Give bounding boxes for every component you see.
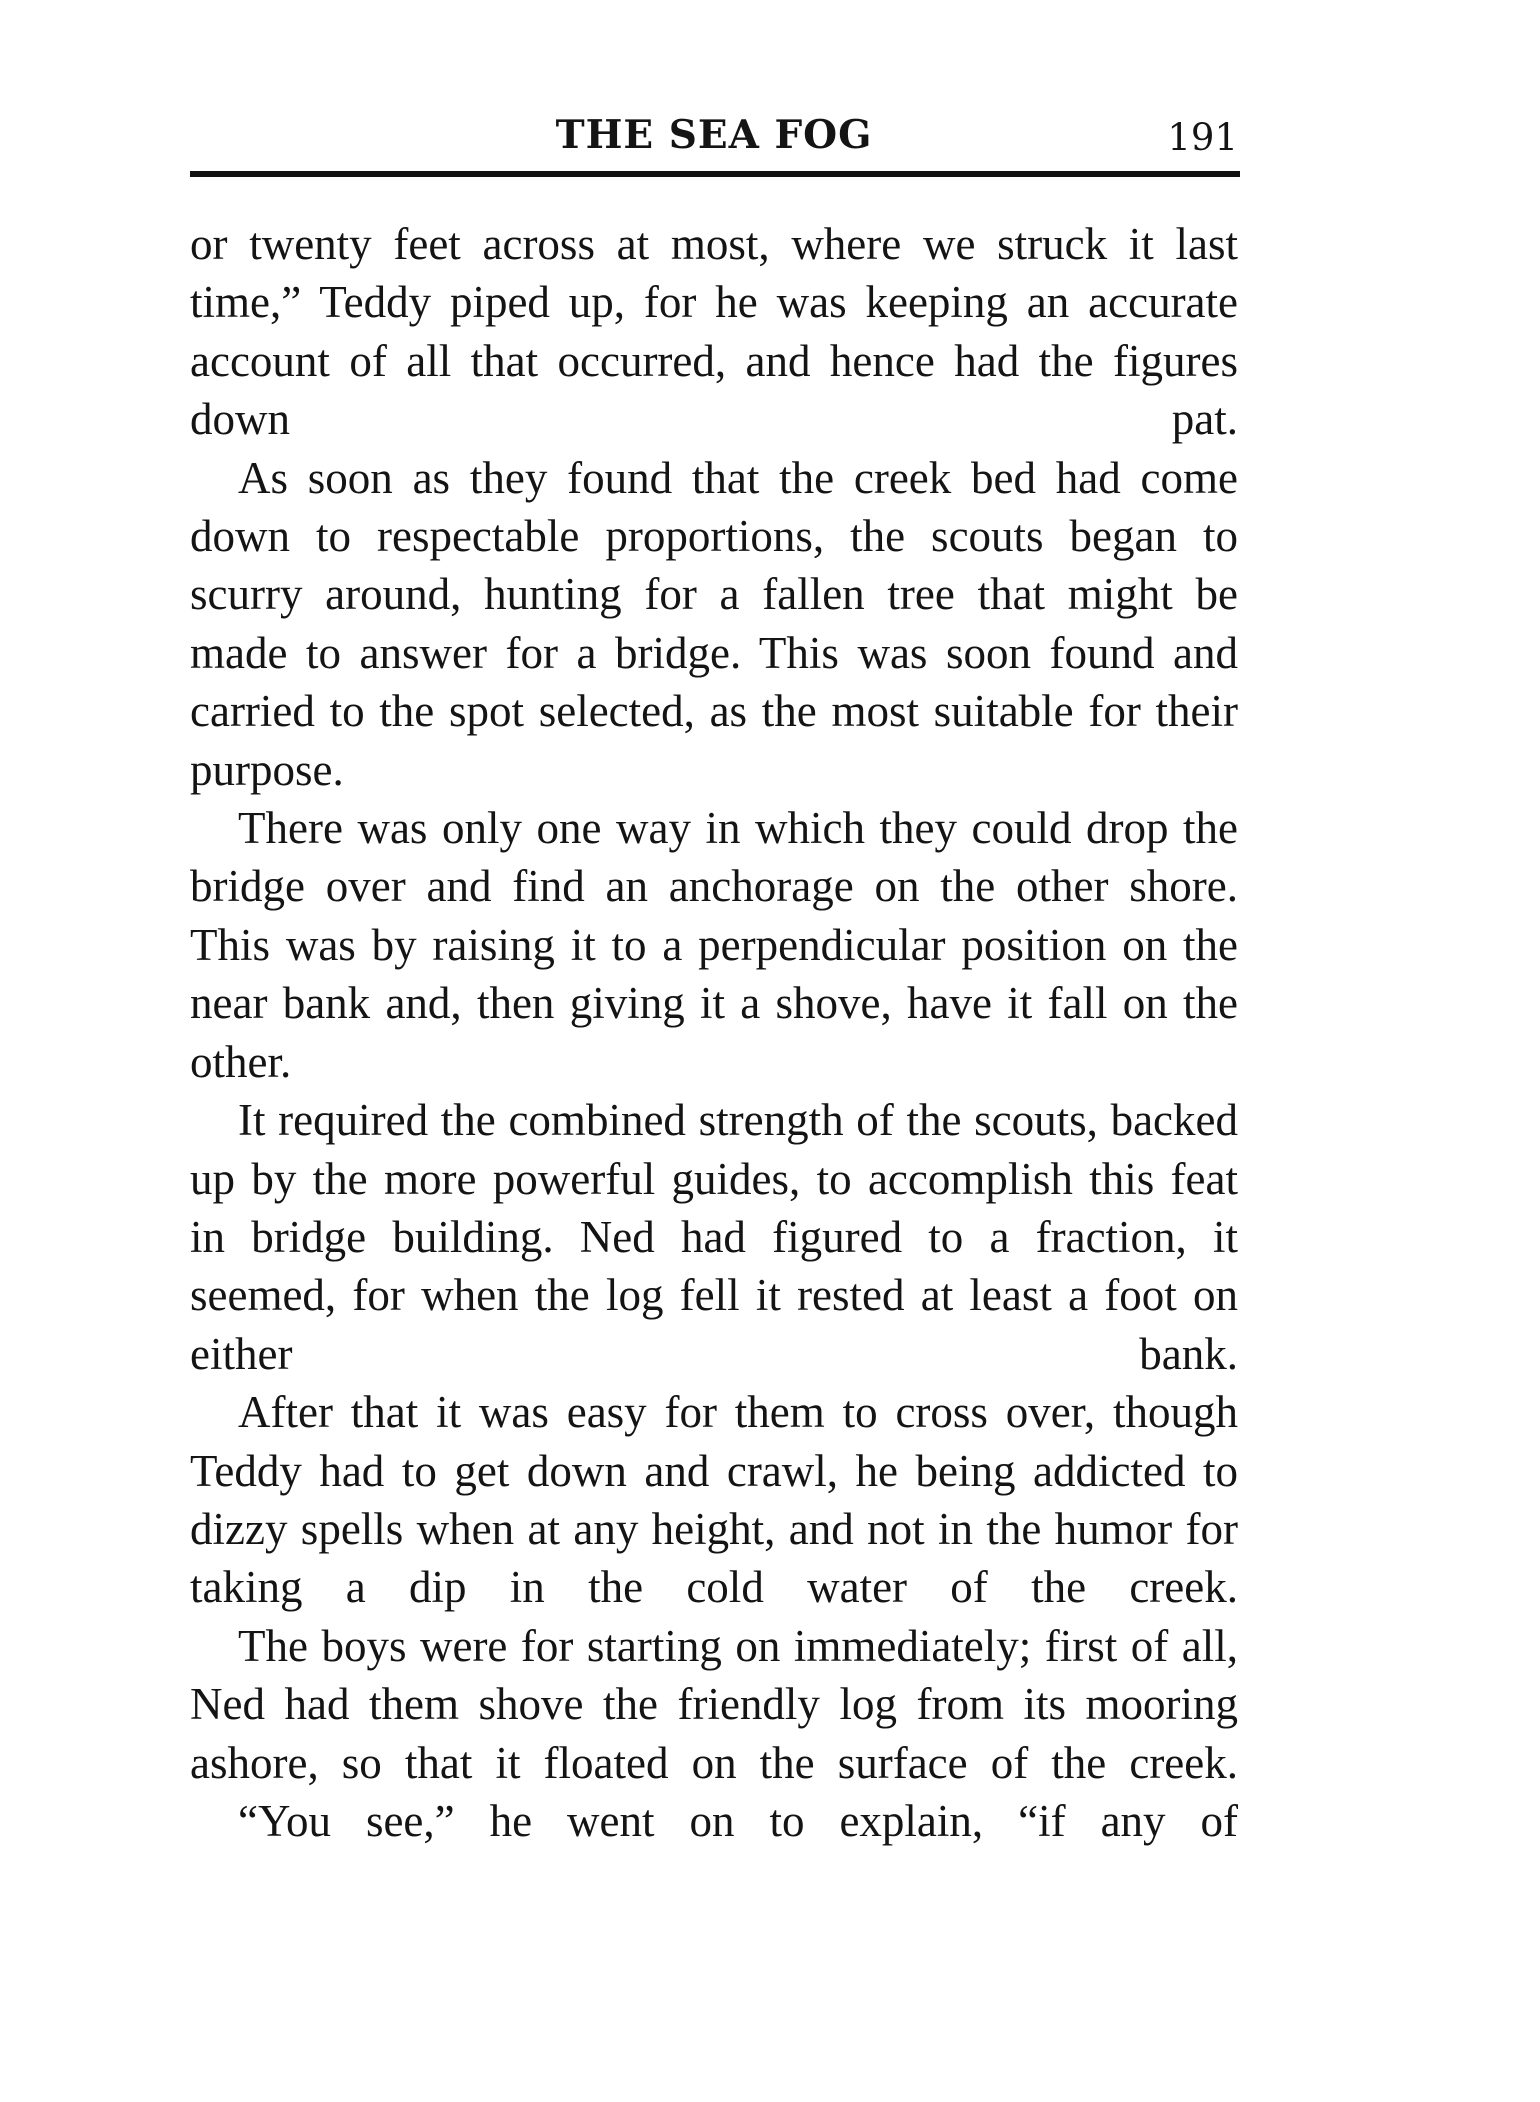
page-number: 191: [1167, 116, 1238, 159]
chapter-title: THE SEA FOG: [555, 112, 873, 158]
header-rule: [190, 171, 1240, 177]
paragraph: It required the combined strength of the scouts, backed up by the more powerful guides, to accomplish this feat in bridge building. Ned had figured to a fraction, it seemed, for when the log fell it rested at least a foot on either bank.: [190, 1095, 1238, 1379]
running-header: [190, 112, 1238, 164]
paragraph: There was only one way in which they could drop the bridge over and find an anchorage on the other shore. This was by raising it to a perpendicular position on the near bank and, then giving it a shove, have it fall on the other.: [190, 803, 1238, 1087]
paragraph: “You see,” he went on to explain, “if any of: [238, 1795, 1238, 1846]
paragraph: After that it was easy for them to cross over, though Teddy had to get down and crawl, he being addicted to dizzy spells when at any height, and not in the humor for taking a dip in the cold water of the creek.: [190, 1387, 1238, 1613]
paragraph: The boys were for starting on immediately; first of all, Ned had them shove the friendly log from its mooring ashore, so that it floated on the surface of the creek.: [190, 1620, 1238, 1788]
paragraph: As soon as they found that the creek bed had come down to respectable proportions, the scouts began to scurry around, hunting for a fallen tree that might be made to answer for a bridge. This was soon found and carried to the spot selected, as the most suitable for their purpose.: [190, 452, 1238, 795]
book-page: [190, 112, 1238, 1850]
body-text: [190, 215, 1238, 1850]
paragraph: or twenty feet across at most, where we struck it last time,” Teddy piped up, for he was keeping an accurate account of all that occurred, and hence had the figures down pat.: [190, 219, 1238, 445]
